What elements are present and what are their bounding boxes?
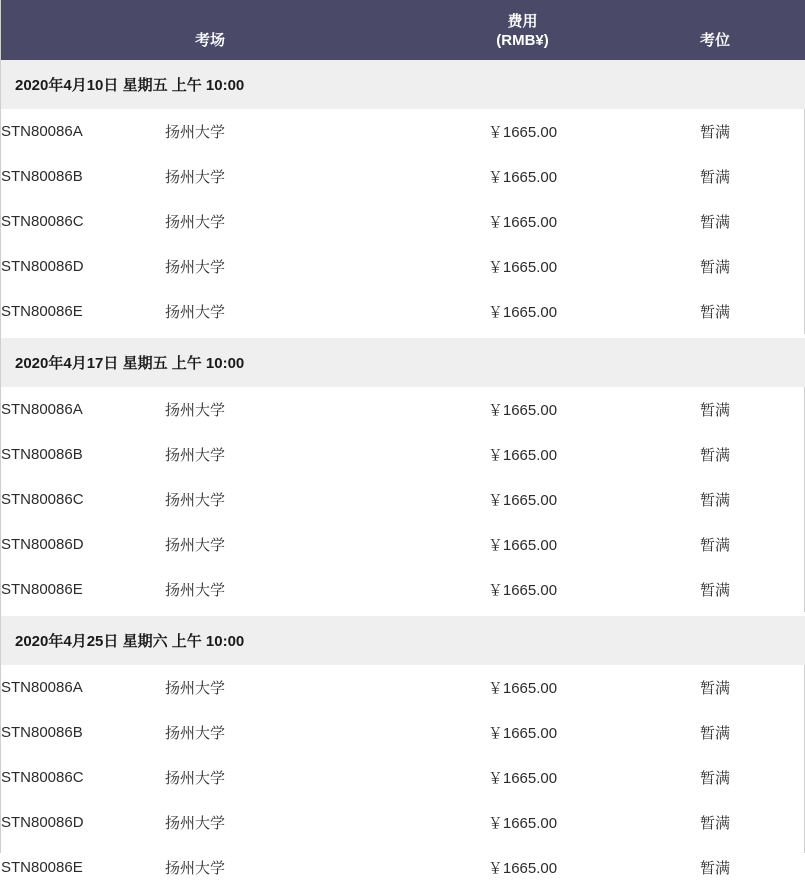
session-fee: ￥1665.00 [487,402,558,419]
session-fee: ￥1665.00 [487,815,558,832]
session-seat-status: 暂满 [699,492,730,509]
session-venue: 扬州大学 [165,169,226,186]
session-venue: 扬州大学 [165,770,226,787]
session-seat-status: 暂满 [699,259,730,276]
session-seat-status: 暂满 [699,815,730,832]
session-code[interactable]: STN80086C [1,769,84,786]
session-venue: 扬州大学 [165,537,226,554]
table-row[interactable] [1,522,805,567]
column-header-fee-inner [425,12,620,50]
table-row[interactable] [1,199,805,244]
session-seat-status: 暂满 [699,402,730,419]
session-code[interactable]: STN80086D [1,536,84,553]
session-fee: ￥1665.00 [487,124,558,141]
column-header-venue-label: 考场 [195,32,226,49]
session-code[interactable]: STN80086B [1,724,83,741]
session-seat-status: 暂满 [699,214,730,231]
session-seat-status: 暂满 [699,124,730,141]
session-venue: 扬州大学 [165,447,226,464]
date-group-header [1,338,805,387]
column-header-fee [425,0,620,60]
session-seat-status: 暂满 [699,537,730,554]
table-header-row [1,0,805,60]
session-venue: 扬州大学 [165,815,226,832]
session-fee: ￥1665.00 [487,304,558,321]
table-row[interactable] [1,800,805,845]
session-code[interactable]: STN80086A [1,679,83,696]
session-fee: ￥1665.00 [487,537,558,554]
session-venue: 扬州大学 [165,402,226,419]
session-seat-status: 暂满 [699,770,730,787]
session-fee: ￥1665.00 [487,582,558,599]
session-code[interactable]: STN80086B [1,168,83,185]
table-row[interactable] [1,289,805,334]
table-row[interactable] [1,109,805,154]
session-seat-status: 暂满 [699,860,730,877]
session-seat-status: 暂满 [699,447,730,464]
session-seat-status: 暂满 [699,725,730,742]
session-code[interactable]: STN80086C [1,213,84,230]
date-group-header [1,616,805,665]
table-body [1,60,805,890]
session-fee: ￥1665.00 [487,492,558,509]
session-fee: ￥1665.00 [487,447,558,464]
session-venue: 扬州大学 [165,259,226,276]
exam-sessions-table [1,0,805,890]
session-venue: 扬州大学 [165,492,226,509]
session-code[interactable]: STN80086A [1,401,83,418]
column-header-venue [165,0,425,60]
session-venue: 扬州大学 [165,860,226,877]
session-venue: 扬州大学 [165,304,226,321]
column-header-seat [620,0,805,60]
table-row[interactable] [1,387,805,432]
session-code[interactable]: STN80086A [1,123,83,140]
date-group-header [1,60,805,109]
session-fee: ￥1665.00 [487,725,558,742]
table-row[interactable] [1,710,805,755]
table-row[interactable] [1,477,805,522]
table-row[interactable] [1,845,805,890]
session-fee: ￥1665.00 [487,860,558,877]
session-seat-status: 暂满 [699,582,730,599]
session-venue: 扬州大学 [165,582,226,599]
session-venue: 扬州大学 [165,124,226,141]
session-fee: ￥1665.00 [487,169,558,186]
session-venue: 扬州大学 [165,680,226,697]
session-seat-status: 暂满 [699,304,730,321]
table-row[interactable] [1,244,805,289]
session-code[interactable]: STN80086D [1,258,84,275]
table-row[interactable] [1,665,805,710]
table-row[interactable] [1,567,805,612]
table-head [1,0,805,60]
session-venue: 扬州大学 [165,725,226,742]
session-fee: ￥1665.00 [487,680,558,697]
session-fee: ￥1665.00 [487,770,558,787]
session-code[interactable]: STN80086E [1,859,83,876]
session-seat-status: 暂满 [699,680,730,697]
session-code[interactable]: STN80086B [1,446,83,463]
session-seat-status: 暂满 [699,169,730,186]
table-row[interactable] [1,432,805,477]
date-group-label: 2020年4月10日 星期五 上午 10:00 [1,60,805,109]
table-row[interactable] [1,154,805,199]
session-code[interactable]: STN80086D [1,814,84,831]
column-header-fee-line2: (RMB¥) [496,32,549,49]
session-code[interactable]: STN80086C [1,491,84,508]
session-fee: ￥1665.00 [487,214,558,231]
session-venue: 扬州大学 [165,214,226,231]
table-row[interactable] [1,755,805,800]
session-code[interactable]: STN80086E [1,303,83,320]
date-group-label: 2020年4月17日 星期五 上午 10:00 [1,338,805,387]
column-header-fee-line1: 费用 [507,13,538,30]
session-fee: ￥1665.00 [487,259,558,276]
column-header-code [1,0,165,60]
column-header-seat-label: 考位 [699,32,730,49]
date-group-label: 2020年4月25日 星期六 上午 10:00 [1,616,805,665]
session-code[interactable]: STN80086E [1,581,83,598]
